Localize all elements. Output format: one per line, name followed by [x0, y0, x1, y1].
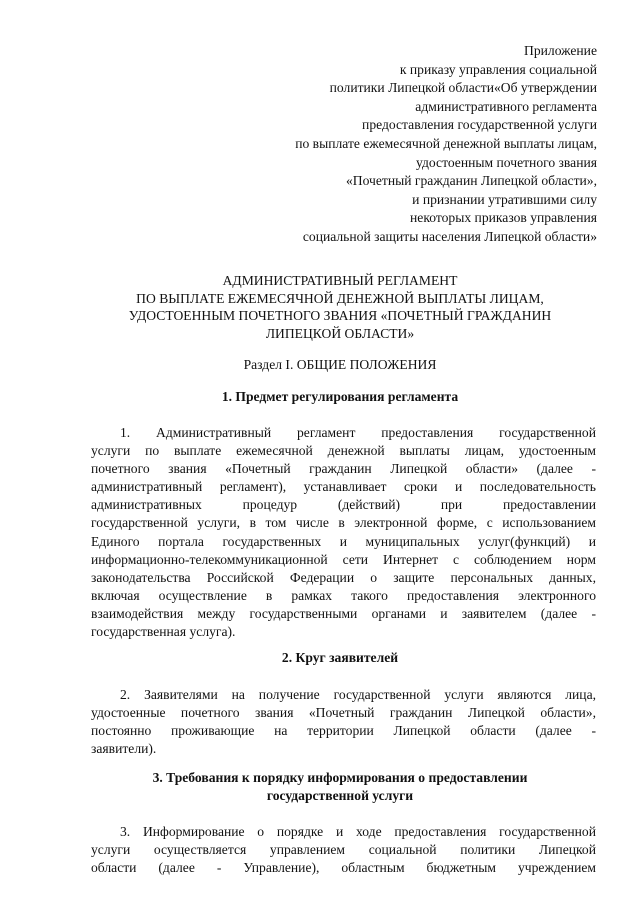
section-title: Раздел I. ОБЩИЕ ПОЛОЖЕНИЯ — [243, 357, 437, 372]
appendix-line: Приложение — [524, 43, 597, 58]
paragraph-line: государственная услуга). — [91, 624, 236, 640]
appendix-line: административного регламента — [415, 98, 597, 114]
paragraph-line: 1. Административный регламент предоставления государственной — [120, 425, 596, 440]
appendix-line: предоставления государственной услуги — [362, 117, 597, 133]
paragraph-line: услуги осуществляется управлением социальной политики Липецкой — [91, 842, 596, 858]
appendix-line: и признании утратившими силу — [412, 191, 597, 207]
paragraph-line: услуги по выплате ежемесячной денежной выплаты лицам, удостоенным — [91, 443, 596, 459]
paragraph-2 — [91, 686, 596, 758]
appendix-line: по выплате ежемесячной денежной выплаты лицам, — [295, 135, 597, 151]
paragraph-line: 3. Информирование о порядке и ходе предоставления государственной — [120, 824, 596, 839]
paragraph-line: государственной услуги, в том числе в электронной форме, с использованием — [91, 515, 596, 531]
heading-information-requirements — [80, 769, 600, 804]
paragraph-line: административных процедур (действий) при предоставлении — [91, 497, 596, 513]
heading-line: 3. Требования к порядку информирования о предоставлении — [152, 770, 528, 785]
paragraph-line: области (далее - Управление), областным бюджетным учреждением — [91, 860, 596, 876]
paragraph-line: включая осуществление в рамках такого предоставления электронного — [91, 587, 596, 603]
paragraph-line: информационно-телекоммуникационной сети Интернет с соблюдением норм — [91, 551, 596, 567]
title-line: ПО ВЫПЛАТЕ ЕЖЕМЕСЯЧНОЙ ДЕНЕЖНОЙ ВЫПЛАТЫ ЛИЦАМ, — [136, 290, 544, 306]
paragraph-line: удостоенные почетного звания «Почетный гражданин Липецкой области», — [91, 705, 596, 721]
heading-applicants — [80, 649, 600, 667]
appendix-line: политики Липецкой области«Об утверждении — [329, 80, 597, 96]
paragraph-line: заявители). — [91, 741, 157, 757]
paragraph-line: Единого портала государственных и муниципальных услуг(функций) и — [91, 533, 596, 549]
paragraph-line: 2. Заявителями на получение государственной услуги являются лица, — [120, 687, 596, 702]
heading-line: государственной услуги — [266, 787, 414, 803]
paragraph-line: постоянно проживающие на территории Липецкой области (далее - — [91, 723, 596, 739]
document-title — [80, 272, 600, 342]
appendix-line: «Почетный гражданин Липецкой области», — [345, 173, 597, 189]
paragraph-line: взаимодействия между государственными органами и заявителем (далее - — [91, 605, 596, 621]
appendix-block — [177, 42, 597, 247]
heading-subject-of-regulation — [80, 388, 600, 406]
appendix-line: удостоенным почетного звания — [416, 154, 597, 170]
heading-line: 1. Предмет регулирования регламента — [221, 389, 459, 404]
title-line: УДОСТОЕННЫМ ПОЧЕТНОГО ЗВАНИЯ «ПОЧЕТНЫЙ ГРАЖДАНИН — [128, 308, 552, 324]
title-line: ЛИПЕЦКОЙ ОБЛАСТИ» — [265, 325, 415, 341]
paragraph-line: административный регламент), устанавливает сроки и последовательность — [91, 479, 596, 495]
heading-line: 2. Круг заявителей — [281, 650, 399, 665]
paragraph-1 — [91, 424, 596, 641]
appendix-line: к приказу управления социальной — [399, 61, 597, 77]
paragraph-line: почетного звания «Почетный гражданин Липецкой области» (далее - — [91, 461, 596, 477]
appendix-line: социальной защиты населения Липецкой области» — [302, 228, 597, 244]
paragraph-3 — [91, 823, 596, 877]
title-line: АДМИНИСТРАТИВНЫЙ РЕГЛАМЕНТ — [222, 273, 458, 288]
paragraph-line: законодательства Российской Федерации о защите персональных данных, — [91, 569, 596, 585]
appendix-line: некоторых приказов управления — [410, 210, 597, 226]
